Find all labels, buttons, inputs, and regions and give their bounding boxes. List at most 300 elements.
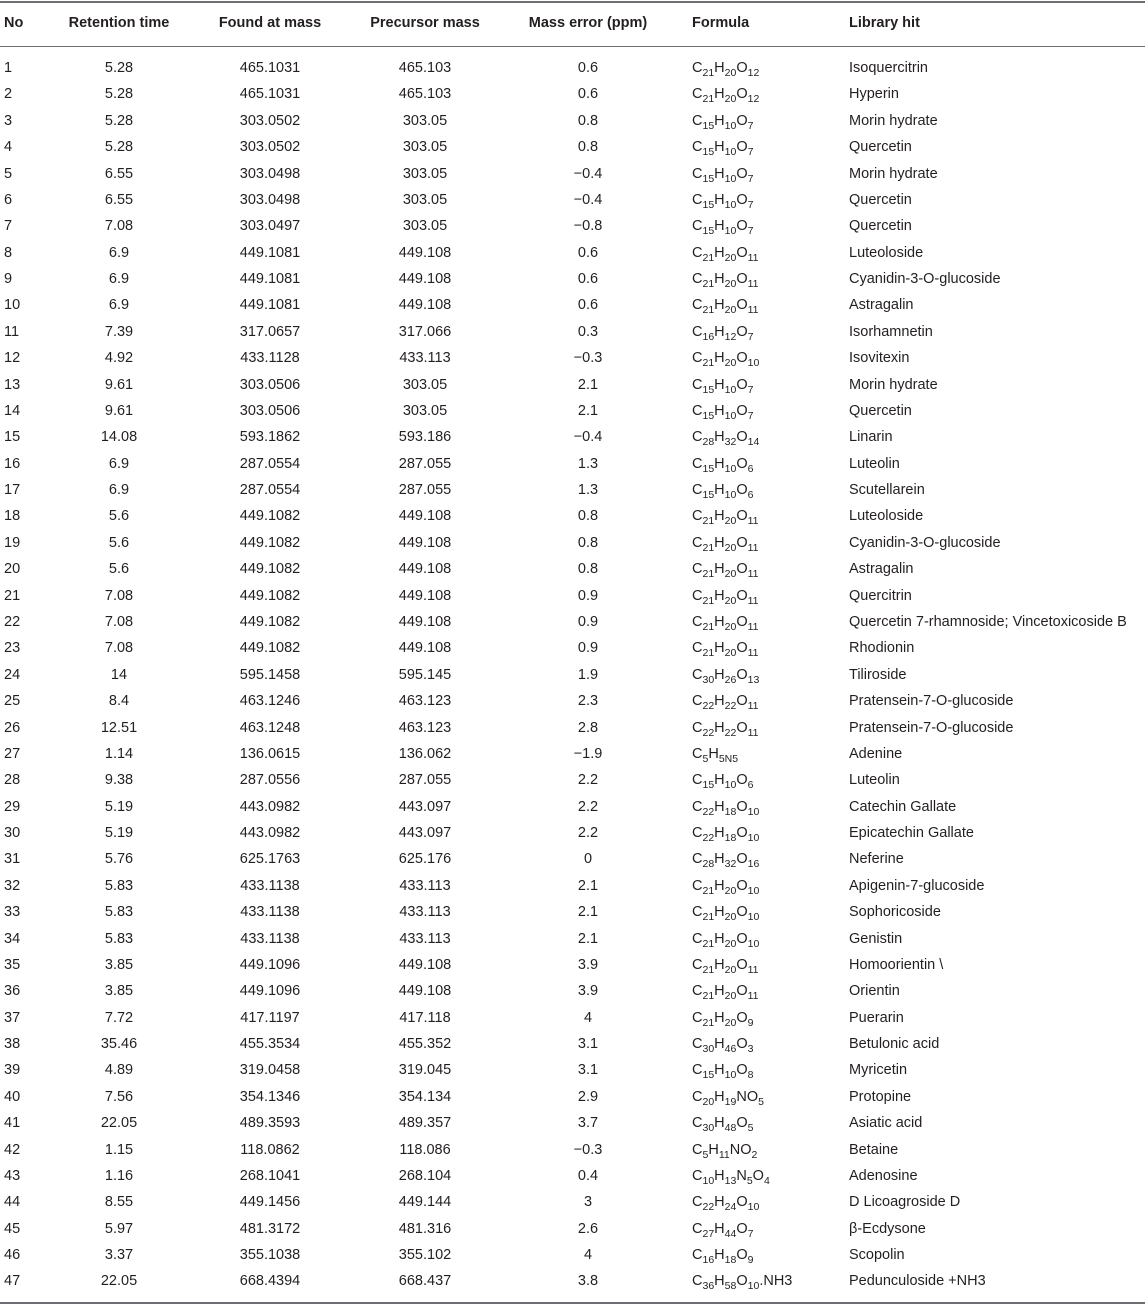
formula-element: H — [714, 191, 725, 208]
formula-subscript: 20 — [724, 357, 737, 370]
cell-library-hit: Quercetin 7-rhamnoside; Vincetoxicoside B — [849, 613, 1127, 630]
cell-no: 4 — [4, 139, 13, 156]
cell-library-hit: Quercitrin — [849, 587, 912, 604]
cell-library-hit: Quercetin — [849, 191, 912, 208]
cell-retention-time: 12.51 — [100, 719, 138, 736]
header-mass-error: Mass error (ppm) — [528, 15, 648, 31]
formula-subscript: 11 — [747, 304, 759, 317]
formula-element: H — [714, 1194, 725, 1211]
formula-element: O — [736, 534, 748, 551]
formula-subscript: 21 — [702, 541, 715, 554]
header-precursor-mass: Precursor mass — [370, 15, 480, 31]
cell-library-hit: Rhodionin — [849, 640, 915, 657]
table-row — [0, 635, 1145, 661]
table-row — [0, 108, 1145, 134]
cell-precursor-mass: 287.055 — [398, 482, 452, 499]
cell-mass-error: 0.8 — [577, 508, 599, 525]
formula-element: C — [692, 482, 703, 499]
cell-library-hit: Cyanidin-3-O-glucoside — [849, 534, 1001, 551]
formula-subscript: 22 — [702, 805, 715, 818]
formula-subscript: 21 — [702, 990, 715, 1003]
cell-retention-time: 5.19 — [104, 825, 134, 842]
formula-subscript: 11 — [747, 963, 759, 976]
cell-mass-error: 0.9 — [577, 613, 599, 630]
formula-element: C — [692, 1036, 703, 1053]
formula-subscript: 7 — [747, 330, 754, 343]
cell-mass-error: 3.1 — [577, 1062, 599, 1079]
cell-retention-time: 4.89 — [104, 1062, 134, 1079]
cell-formula — [692, 108, 753, 134]
cell-library-hit: Isovitexin — [849, 350, 910, 367]
formula-subscript: 15 — [702, 462, 715, 475]
formula-subscript: 30 — [702, 1122, 715, 1135]
cell-retention-time: 5.6 — [108, 561, 130, 578]
cell-mass-error: 3.9 — [577, 983, 599, 1000]
formula-subscript: 7 — [747, 146, 754, 159]
table-row — [0, 846, 1145, 872]
formula-subscript: 11 — [747, 278, 759, 291]
cell-formula — [692, 583, 759, 609]
formula-element: H — [714, 60, 725, 76]
formula-subscript: 21 — [702, 304, 715, 317]
formula-element: H — [714, 429, 725, 446]
formula-element: O — [736, 1194, 748, 1211]
cell-mass-error: 3.1 — [577, 1036, 599, 1053]
cell-formula — [692, 873, 759, 899]
formula-element: H — [714, 719, 725, 736]
formula-subscript: 10 — [724, 119, 737, 132]
formula-element: H — [714, 561, 725, 578]
cell-precursor-mass: 433.113 — [399, 930, 451, 947]
formula-subscript: 7 — [747, 409, 754, 422]
formula-subscript: 20 — [724, 620, 737, 633]
table-row — [0, 1216, 1145, 1242]
cell-precursor-mass: 287.055 — [398, 772, 452, 789]
formula-subscript: 21 — [702, 963, 715, 976]
formula-subscript: 13 — [724, 1174, 737, 1187]
cell-library-hit: Pratensein-7-O-glucoside — [849, 719, 1014, 736]
cell-library-hit: Luteolin — [849, 772, 900, 789]
formula-subscript: 4 — [763, 1174, 770, 1187]
header-no: No — [4, 15, 24, 31]
formula-subscript: 7 — [747, 198, 754, 211]
cell-retention-time: 22.05 — [100, 1273, 138, 1290]
header-found-at-mass: Found at mass — [218, 15, 322, 31]
formula-subscript: 21 — [702, 884, 715, 897]
formula-element: O — [736, 640, 748, 657]
formula-subscript: 21 — [702, 251, 715, 264]
table-row — [0, 81, 1145, 107]
cell-found-at-mass: 136.0615 — [239, 745, 301, 762]
formula-element: O — [736, 1009, 748, 1026]
cell-formula — [692, 266, 759, 292]
formula-subscript: 11 — [747, 251, 759, 264]
formula-element: O — [736, 772, 748, 789]
formula-element: C — [692, 904, 703, 921]
formula-element: H — [714, 86, 725, 103]
cell-precursor-mass: 303.05 — [402, 191, 448, 208]
cell-precursor-mass: 449.108 — [398, 983, 452, 1000]
formula-subscript: 20 — [724, 251, 737, 264]
cell-retention-time: 1.16 — [104, 1167, 134, 1184]
formula-subscript: 20 — [724, 278, 737, 291]
formula-subscript: 30 — [702, 673, 715, 686]
formula-subscript: 12 — [747, 67, 760, 79]
cell-found-at-mass: 595.1458 — [239, 666, 301, 683]
formula-element: H — [714, 825, 725, 842]
cell-library-hit: Scopolin — [849, 1247, 905, 1264]
table-row — [0, 345, 1145, 371]
formula-element: H — [714, 956, 725, 973]
formula-element: O — [736, 877, 748, 894]
cell-library-hit: Pedunculoside +NH3 — [849, 1273, 986, 1290]
table-row — [0, 1005, 1145, 1031]
cell-precursor-mass: 443.097 — [398, 798, 452, 815]
cell-retention-time: 6.9 — [108, 482, 130, 499]
cell-no: 17 — [4, 482, 21, 499]
formula-subscript: 21 — [702, 515, 715, 528]
cell-found-at-mass: 268.1041 — [239, 1167, 301, 1184]
cell-formula — [692, 477, 753, 503]
formula-element: O — [736, 666, 748, 683]
formula-subscript: 20 — [724, 93, 737, 106]
formula-element: O — [736, 323, 748, 340]
formula-subscript: 9 — [747, 1254, 754, 1267]
table-row — [0, 266, 1145, 292]
formula-element: O — [736, 271, 748, 288]
formula-element: C — [692, 666, 703, 683]
table-row — [0, 952, 1145, 978]
cell-precursor-mass: 417.118 — [399, 1009, 451, 1026]
cell-found-at-mass: 449.1096 — [239, 956, 301, 973]
cell-formula — [692, 292, 759, 318]
cell-library-hit: Cyanidin-3-O-glucoside — [849, 271, 1001, 288]
cell-mass-error: 1.9 — [577, 666, 599, 683]
cell-precursor-mass: 433.113 — [399, 877, 451, 894]
formula-element: C — [692, 112, 703, 129]
cell-formula — [692, 503, 759, 529]
formula-element: C — [692, 930, 703, 947]
formula-element: C — [692, 851, 703, 868]
cell-library-hit: Morin hydrate — [849, 165, 938, 182]
formula-subscript: 13 — [747, 673, 760, 686]
table-row — [0, 583, 1145, 609]
table-row — [0, 820, 1145, 846]
cell-found-at-mass: 303.0502 — [239, 139, 301, 156]
cell-no: 32 — [4, 877, 21, 894]
formula-element: H — [714, 772, 725, 789]
cell-found-at-mass: 354.1346 — [239, 1088, 301, 1105]
cell-no: 31 — [4, 851, 21, 868]
cell-no: 12 — [4, 350, 21, 367]
table-row — [0, 1242, 1145, 1268]
formula-element: H — [714, 112, 725, 129]
formula-subscript: 21 — [702, 620, 715, 633]
formula-element: C — [692, 402, 703, 419]
cell-found-at-mass: 489.3593 — [239, 1115, 301, 1132]
table-row — [0, 556, 1145, 582]
cell-no: 40 — [4, 1088, 21, 1105]
cell-found-at-mass: 449.1081 — [239, 271, 301, 288]
table-row — [0, 213, 1145, 239]
formula-subscript: 10 — [724, 146, 737, 159]
cell-found-at-mass: 303.0502 — [239, 112, 301, 129]
cell-precursor-mass: 449.108 — [398, 613, 452, 630]
cell-no: 2 — [4, 86, 13, 103]
formula-subscript: 3 — [747, 1043, 754, 1056]
table-row — [0, 662, 1145, 688]
cell-retention-time: 7.08 — [104, 218, 134, 235]
cell-no: 10 — [4, 297, 21, 314]
cell-formula — [692, 530, 759, 556]
cell-formula — [692, 820, 759, 846]
formula-element: C — [692, 613, 703, 630]
cell-precursor-mass: 443.097 — [398, 825, 452, 842]
cell-mass-error: 0.6 — [577, 86, 599, 103]
formula-subscript: 20 — [724, 647, 737, 660]
cell-precursor-mass: 268.104 — [398, 1167, 452, 1184]
formula-element: O — [736, 1115, 748, 1132]
formula-subscript: 10 — [724, 172, 737, 185]
formula-subscript: 12 — [747, 93, 760, 106]
formula-element: C — [692, 1247, 703, 1264]
formula-element: H — [714, 508, 725, 525]
cell-library-hit: Betaine — [849, 1141, 899, 1158]
cell-precursor-mass: 449.108 — [398, 271, 452, 288]
formula-element: C — [692, 1220, 703, 1237]
cell-precursor-mass: 449.108 — [398, 561, 452, 578]
cell-no: 37 — [4, 1009, 21, 1026]
formula-subscript: 7 — [747, 383, 754, 396]
cell-mass-error: −0.8 — [573, 218, 603, 235]
cell-precursor-mass: 303.05 — [402, 402, 448, 419]
cell-no: 45 — [4, 1220, 21, 1237]
formula-element: O — [736, 1220, 748, 1237]
cell-found-at-mass: 433.1128 — [240, 350, 300, 367]
cell-library-hit: Neferine — [849, 851, 904, 868]
cell-precursor-mass: 303.05 — [402, 218, 448, 235]
cell-mass-error: 4 — [583, 1009, 593, 1026]
formula-element: H — [714, 218, 725, 235]
cell-mass-error: 0.6 — [577, 244, 599, 261]
formula-element: C — [692, 587, 703, 604]
cell-mass-error: 2.1 — [577, 877, 599, 894]
formula-element: H — [714, 983, 725, 1000]
cell-formula — [692, 372, 753, 398]
cell-precursor-mass: 595.145 — [398, 666, 452, 683]
formula-element: O — [736, 693, 748, 710]
formula-element: O — [736, 218, 748, 235]
cell-precursor-mass: 319.045 — [398, 1062, 452, 1079]
cell-library-hit: Quercetin — [849, 218, 912, 235]
cell-no: 1 — [4, 60, 13, 76]
cell-library-hit: Luteoloside — [849, 508, 924, 525]
table-row — [0, 767, 1145, 793]
formula-subscript: 44 — [724, 1227, 737, 1240]
cell-formula — [692, 926, 759, 952]
cell-found-at-mass: 303.0506 — [239, 376, 301, 393]
formula-subscript: 22 — [702, 832, 715, 845]
formula-subscript: 2 — [751, 1148, 758, 1161]
cell-mass-error: 0.6 — [577, 60, 599, 76]
cell-mass-error: −0.4 — [573, 165, 603, 182]
formula-subscript: 5 — [747, 1122, 754, 1135]
cell-found-at-mass: 303.0498 — [239, 191, 301, 208]
formula-subscript: 5 — [702, 752, 709, 765]
cell-formula — [692, 1216, 753, 1242]
formula-subscript: 36 — [702, 1280, 715, 1293]
cell-retention-time: 5.6 — [108, 534, 130, 551]
cell-formula — [692, 767, 753, 793]
table-row — [0, 292, 1145, 318]
cell-retention-time: 14 — [110, 666, 128, 683]
formula-subscript: 5N5 — [718, 752, 739, 765]
cell-no: 43 — [4, 1167, 21, 1184]
formula-element: H — [714, 323, 725, 340]
cell-no: 15 — [4, 429, 21, 446]
cell-found-at-mass: 449.1082 — [239, 508, 301, 525]
cell-no: 16 — [4, 455, 21, 472]
formula-element: H — [714, 877, 725, 894]
cell-mass-error: −1.9 — [573, 745, 603, 762]
cell-library-hit: Luteolin — [849, 455, 900, 472]
cell-retention-time: 9.38 — [104, 772, 134, 789]
header-formula: Formula — [692, 15, 750, 31]
cell-retention-time: 6.9 — [108, 455, 130, 472]
cell-retention-time: 7.08 — [104, 587, 134, 604]
formula-subscript: 11 — [718, 1148, 730, 1161]
formula-subscript: 10 — [724, 409, 737, 422]
cell-found-at-mass: 449.1082 — [239, 640, 301, 657]
formula-subscript: 18 — [724, 805, 737, 818]
cell-library-hit: Adenine — [849, 745, 903, 762]
formula-element: O — [736, 376, 748, 393]
cell-precursor-mass: 287.055 — [398, 455, 452, 472]
cell-found-at-mass: 449.1082 — [239, 534, 301, 551]
cell-formula — [692, 1268, 792, 1294]
formula-element: H — [714, 1009, 725, 1026]
cell-no: 38 — [4, 1036, 21, 1053]
formula-subscript: 28 — [702, 436, 715, 449]
formula-subscript: 7 — [747, 225, 754, 238]
formula-element: H — [714, 244, 725, 261]
table-row — [0, 477, 1145, 503]
cell-found-at-mass: 303.0506 — [239, 402, 301, 419]
table-row — [0, 609, 1145, 635]
formula-element: C — [692, 1141, 703, 1158]
table-row — [0, 978, 1145, 1004]
cell-found-at-mass: 287.0556 — [239, 772, 301, 789]
formula-subscript: 10 — [724, 198, 737, 211]
cell-retention-time: 6.55 — [104, 191, 134, 208]
formula-subscript: 11 — [747, 568, 759, 581]
cell-formula — [692, 187, 753, 213]
cell-formula — [692, 635, 759, 661]
cell-library-hit: Isoquercitrin — [849, 60, 928, 76]
formula-element: C — [692, 640, 703, 657]
table-row — [0, 55, 1145, 81]
formula-subscript: 7 — [747, 172, 754, 185]
table-row — [0, 715, 1145, 741]
cell-library-hit: Asiatic acid — [849, 1115, 923, 1132]
cell-formula — [692, 1110, 753, 1136]
cell-retention-time: 7.39 — [104, 323, 134, 340]
cell-formula — [692, 794, 759, 820]
cell-precursor-mass: 449.108 — [398, 297, 452, 314]
table-row — [0, 688, 1145, 714]
formula-element: O — [736, 904, 748, 921]
formula-element: O — [736, 508, 748, 525]
formula-subscript: 15 — [702, 409, 715, 422]
cell-precursor-mass: 303.05 — [402, 165, 448, 182]
cell-found-at-mass: 593.1862 — [239, 429, 301, 446]
cell-retention-time: 5.76 — [104, 851, 134, 868]
cell-found-at-mass: 465.1031 — [239, 86, 301, 103]
formula-subscript: 18 — [724, 832, 737, 845]
cell-found-at-mass: 449.1082 — [239, 561, 301, 578]
cell-retention-time: 5.83 — [104, 877, 134, 894]
cell-no: 20 — [4, 561, 21, 578]
cell-formula — [692, 81, 759, 107]
formula-element: H — [714, 1247, 725, 1264]
cell-precursor-mass: 481.316 — [398, 1220, 452, 1237]
header-retention-time: Retention time — [68, 15, 170, 31]
table-row — [0, 240, 1145, 266]
formula-subscript: 10 — [747, 884, 760, 897]
cell-mass-error: 0.8 — [577, 561, 599, 578]
formula-subscript: 10 — [724, 1069, 737, 1082]
formula-subscript: 22 — [724, 726, 737, 739]
cell-no: 41 — [4, 1115, 21, 1132]
cell-precursor-mass: 303.05 — [402, 139, 448, 156]
formula-subscript: 21 — [702, 647, 715, 660]
cell-library-hit: Genistin — [849, 930, 903, 947]
formula-element: H — [714, 482, 725, 499]
cell-precursor-mass: 449.108 — [398, 534, 452, 551]
formula-subscript: 7 — [747, 1227, 754, 1240]
formula-element: H — [714, 534, 725, 551]
formula-element: O — [736, 350, 748, 367]
formula-element: H — [714, 1273, 725, 1290]
formula-element: O — [736, 112, 748, 129]
cell-mass-error: −0.3 — [573, 1141, 603, 1158]
cell-formula — [692, 134, 753, 160]
formula-subscript: 30 — [702, 1043, 715, 1056]
formula-subscript: 28 — [702, 858, 715, 871]
formula-subscript: 20 — [724, 594, 737, 607]
cell-formula — [692, 55, 759, 81]
cell-formula — [692, 1137, 757, 1163]
cell-mass-error: 1.3 — [577, 455, 599, 472]
cell-precursor-mass: 354.134 — [398, 1088, 452, 1105]
cell-formula — [692, 688, 759, 714]
cell-precursor-mass: 136.062 — [398, 745, 452, 762]
cell-found-at-mass: 463.1248 — [239, 719, 301, 736]
cell-no: 21 — [4, 587, 21, 604]
cell-library-hit: β-Ecdysone — [849, 1220, 926, 1237]
cell-no: 36 — [4, 983, 21, 1000]
cell-retention-time: 5.83 — [104, 930, 134, 947]
cell-no: 39 — [4, 1062, 21, 1079]
cell-library-hit: Protopine — [849, 1088, 912, 1105]
formula-subscript: 22 — [702, 726, 715, 739]
formula-element: H — [714, 1220, 725, 1237]
formula-subscript: 5 — [758, 1095, 764, 1108]
cell-found-at-mass: 443.0982 — [239, 825, 301, 842]
cell-library-hit: Betulonic acid — [849, 1036, 940, 1053]
table-row — [0, 134, 1145, 160]
table-row — [0, 1268, 1145, 1294]
